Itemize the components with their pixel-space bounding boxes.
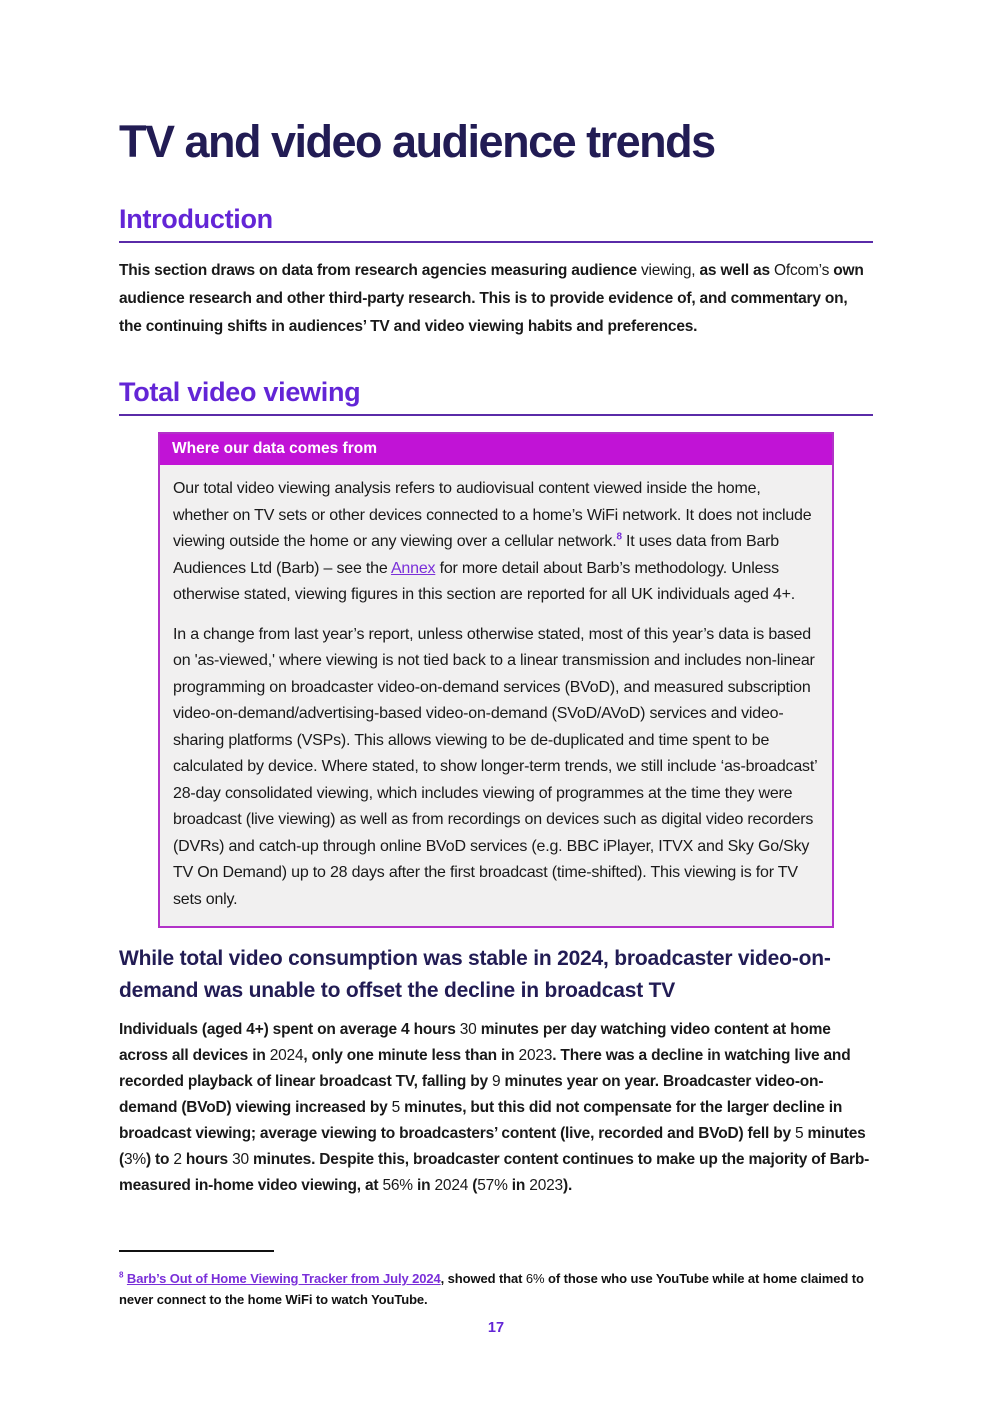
- text-segment: hours: [181, 1151, 233, 1169]
- body-paragraph: [119, 1017, 873, 1199]
- introduction-paragraph: [119, 257, 873, 341]
- text-segment: 57%: [477, 1177, 508, 1195]
- text-segment: 6%: [525, 1271, 545, 1286]
- text-segment: , only one minute less than in: [303, 1047, 519, 1065]
- section-heading-total-video-viewing: Total video viewing: [119, 376, 361, 407]
- text-segment: 2024: [269, 1047, 304, 1065]
- text-segment: minutes year on year. Broadcaster video-on-demand (BVoD) viewing increased by: [119, 1073, 824, 1117]
- footnote-area: [119, 1250, 873, 1323]
- text-segment: of those who use YouTube while at home claimed to never connect to the home WiFi to watch YouTube.: [119, 1271, 864, 1307]
- callout-box: [158, 432, 834, 929]
- callout-body: [160, 465, 832, 926]
- text-segment: (: [468, 1177, 478, 1195]
- footnote-marker: 8: [119, 1270, 124, 1280]
- text-segment: 30: [459, 1021, 477, 1039]
- text-segment: as well as: [695, 261, 775, 279]
- text-segment: minutes per day watching video content at home across all devices in: [119, 1021, 831, 1065]
- text-segment: 2023: [529, 1177, 563, 1195]
- text-segment: minutes. Despite this, broadcaster content continues to make up the majority of Barb-measured in-home video viewing, at: [119, 1151, 870, 1195]
- callout-paragraph-1: [173, 476, 819, 609]
- text-segment: in: [507, 1177, 530, 1195]
- annex-link[interactable]: Annex: [390, 559, 436, 577]
- footnote-link[interactable]: Barb’s Out of Home Viewing Tracker from July 2024: [126, 1271, 441, 1286]
- footnote-marker: 8: [616, 532, 622, 544]
- section-heading-introduction: Introduction: [119, 203, 273, 234]
- text-segment: 5: [795, 1125, 804, 1143]
- text-segment: 30: [232, 1151, 249, 1169]
- text-segment: for more detail about Barb’s methodology. Unless otherwise stated, viewing figures in this section are reported for all UK individuals aged 4+.: [173, 559, 795, 604]
- page-number: 17: [487, 1320, 505, 1336]
- text-segment: 56%: [382, 1177, 413, 1195]
- subheading-broadcast-decline: While total video consumption was stable in 2024, broadcaster video-on-demand was unable to offset the decline in broadcast TV: [119, 947, 831, 1003]
- callout-header: Where our data comes from: [160, 434, 832, 466]
- text-segment: 9: [492, 1073, 501, 1091]
- text-segment: 2023: [518, 1047, 553, 1065]
- section-divider: [119, 241, 873, 243]
- text-segment: , showed that: [440, 1271, 526, 1286]
- text-segment: . There was a decline in watching live and recorded playback of linear broadcast TV, falling by: [119, 1047, 851, 1091]
- text-segment: 2024: [434, 1177, 469, 1195]
- text-segment: 5: [391, 1099, 401, 1117]
- text-segment: ) to: [145, 1151, 174, 1169]
- footnote-divider: [119, 1250, 274, 1252]
- text-segment: This section draws on data from research agencies measuring audience: [119, 261, 641, 279]
- text-segment: in: [412, 1177, 435, 1195]
- text-segment: Ofcom’s: [774, 261, 830, 279]
- text-segment: own audience research and other third-party research. This is to provide evidence of, and commentary on, the continuing shifts in audiences’ TV and video viewing habits and preferences.: [119, 261, 864, 335]
- text-segment: It uses data from Barb Audiences Ltd (Barb) – see the: [173, 533, 780, 577]
- text-segment: 3%: [123, 1151, 146, 1169]
- text-segment: Our total video viewing analysis refers to audiovisual content viewed inside the home, whether on TV sets or other devices connected to a home’s WiFi network. It does not include viewing outside the home or any viewing over a cellular network.: [173, 480, 812, 551]
- text-segment: minutes, but this did not compensate for the larger decline in broadcast viewing; average viewing to broadcasters’ content (live, recorded and BVoD) fell by: [119, 1099, 843, 1143]
- text-segment: ).: [562, 1177, 573, 1195]
- text-segment: minutes (: [119, 1125, 866, 1169]
- footnote: [119, 1268, 873, 1310]
- section-divider: [119, 414, 873, 416]
- text-segment: Individuals (aged 4+) spent on average 4 hours: [119, 1021, 460, 1039]
- callout-paragraph-2: In a change from last year’s report, unless otherwise stated, most of this year’s data is based on 'as-viewed,' where viewing is not tied back to a linear transmission and includes non-linear programming on broadcaster video-on-demand services (BVoD), and measured subscription video-on-demand/advertising-based video-on-demand (SVoD/AVoD) services and video-sharing platforms (VSPs). This allows viewing to be de-duplicated and time spent to be calculated by device. Where stated, to show longer-term trends, we still include ‘as-broadcast’ 28-day consolidated viewing, which includes viewing of programmes at the time they were broadcast (live viewing) as well as from recordings on devices such as digital video recorders (DVRs) and catch-up through online BVoD services (e.g. BBC iPlayer, ITVX and Sky Go/Sky TV On Demand) up to 28 days after the first broadcast (time-shifted). This viewing is for TV sets only.: [173, 625, 817, 908]
- text-segment: 2: [173, 1151, 182, 1169]
- page-title: TV and video audience trends: [119, 116, 715, 167]
- text-segment: viewing,: [641, 261, 696, 279]
